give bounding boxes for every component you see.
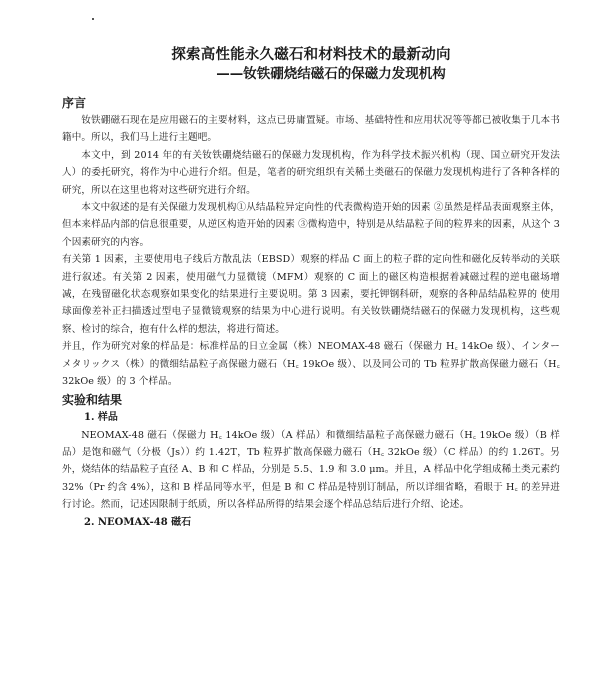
paragraph-intro-5: 并且，作为研究对象的样品是：标准样品的日立金属（株）NEOMAX-48 磁石（保磁力 H꜀ 14kOe 级）、インターメタリックス（株）的微细结晶粒子高保磁力磁石（H꜀ 19kOe 级）、以及同公司的 Tb 粒界扩散高保磁力磁石（H꜀ 32kOe 级）的 3 个样品。 xyxy=(62,341,560,388)
paragraph-samples: NEOMAX-48 磁石（保磁力 H꜀ 14kOe 级）（A 样品）和微细结晶粒子高保磁力磁石（H꜀ 19kOe 级）（B 样品）是饱和磁气（分极（Js））约 1.42T，Tb 粒界扩散高保磁力磁石（H꜀ 32kOe 级）（C 样品）的约 1.26T。另外，烧结体的结晶粒子直径 A、B 和 C 样品，分别是 5.5、1.9 和 3.0 μm。并且，A 样品中化学组成稀土类元素约 32%（Pr 约含 4%），这和 B 样品同等水平，但是 B 和 C 样品是特别订制品，所以详细省略，看眼于 H꜀ 的差异进行讨论。然而，记述因限制于纸质，所以各样品所得的结果会逐个样品总结后进行介绍、论述。 xyxy=(62,429,560,511)
section-experiment xyxy=(62,391,560,532)
subsection-heading-neomax: 2. NEOMAX-48 磁石 xyxy=(84,516,192,528)
scan-speck xyxy=(92,18,94,20)
subsection-heading-samples: 1. 样品 xyxy=(84,411,118,423)
article-subtitle: ——钕铁硼烧结磁石的保磁力发现机构 xyxy=(216,66,446,82)
section-heading-experiment: 实验和结果 xyxy=(62,392,123,407)
paragraph-intro-3: 本文中叙述的是有关保磁力发现机构①从结晶粒异定向性的代表微构造开始的因素 ②虽然是样品表面观察主体，但本来样品内部的信息很重要，从逆区构造开始的因素 ③微构造中，特别是从结晶粒子间的粒界来的因素，从这个 3 个因素研究的内容。 xyxy=(62,202,560,248)
paragraph-intro-1: 钕铁硼磁石现在是应用磁石的主要材料，这点已毋庸置疑。市场、基础特性和应用状况等等都已被收集于几本书籍中。所以，我们马上进行主题吧。 xyxy=(62,115,560,144)
section-preface xyxy=(62,94,560,391)
paragraph-intro-2: 本文中，到 2014 年的有关钕铁硼烧结磁石的保磁力发现机构，作为科学技术振兴机构（现、国立研究开发法人）的委托研究，将作为中心进行介绍。但是，笔者的研究组织有关稀土类磁石的保磁力发现机构进行了各种各样的研究，所以在这里也将对这些研究进行介绍。 xyxy=(62,149,560,196)
section-heading-preface: 序言 xyxy=(62,96,87,110)
article-title: 探索高性能永久磁石和材料技术的最新动向 xyxy=(171,47,451,63)
paragraph-intro-4: 有关第 1 因素，主要使用电子线后方散乱法（EBSD）观察的样品 C 面上的粒子群的定向性和磁化反转举动的关联进行叙述。有关第 2 因素，使用磁气力显微镜（MFM）观察的 C 面上的磁区构造根据着减磁过程的逆电磁场增减，在残留磁化状态观察如果变化的结果进行主要说明。第 3 因素，要托钾钢科研，观察的各种品结晶粒界的 使用球面像差补正扫描透过型电子显微镜观察的结果为中心进行说明。有关钕铁硼烧结磁石的保磁力发现机构，这些观察、检讨的综合，抱有什么样的想法，将进行简述。 xyxy=(62,254,560,335)
